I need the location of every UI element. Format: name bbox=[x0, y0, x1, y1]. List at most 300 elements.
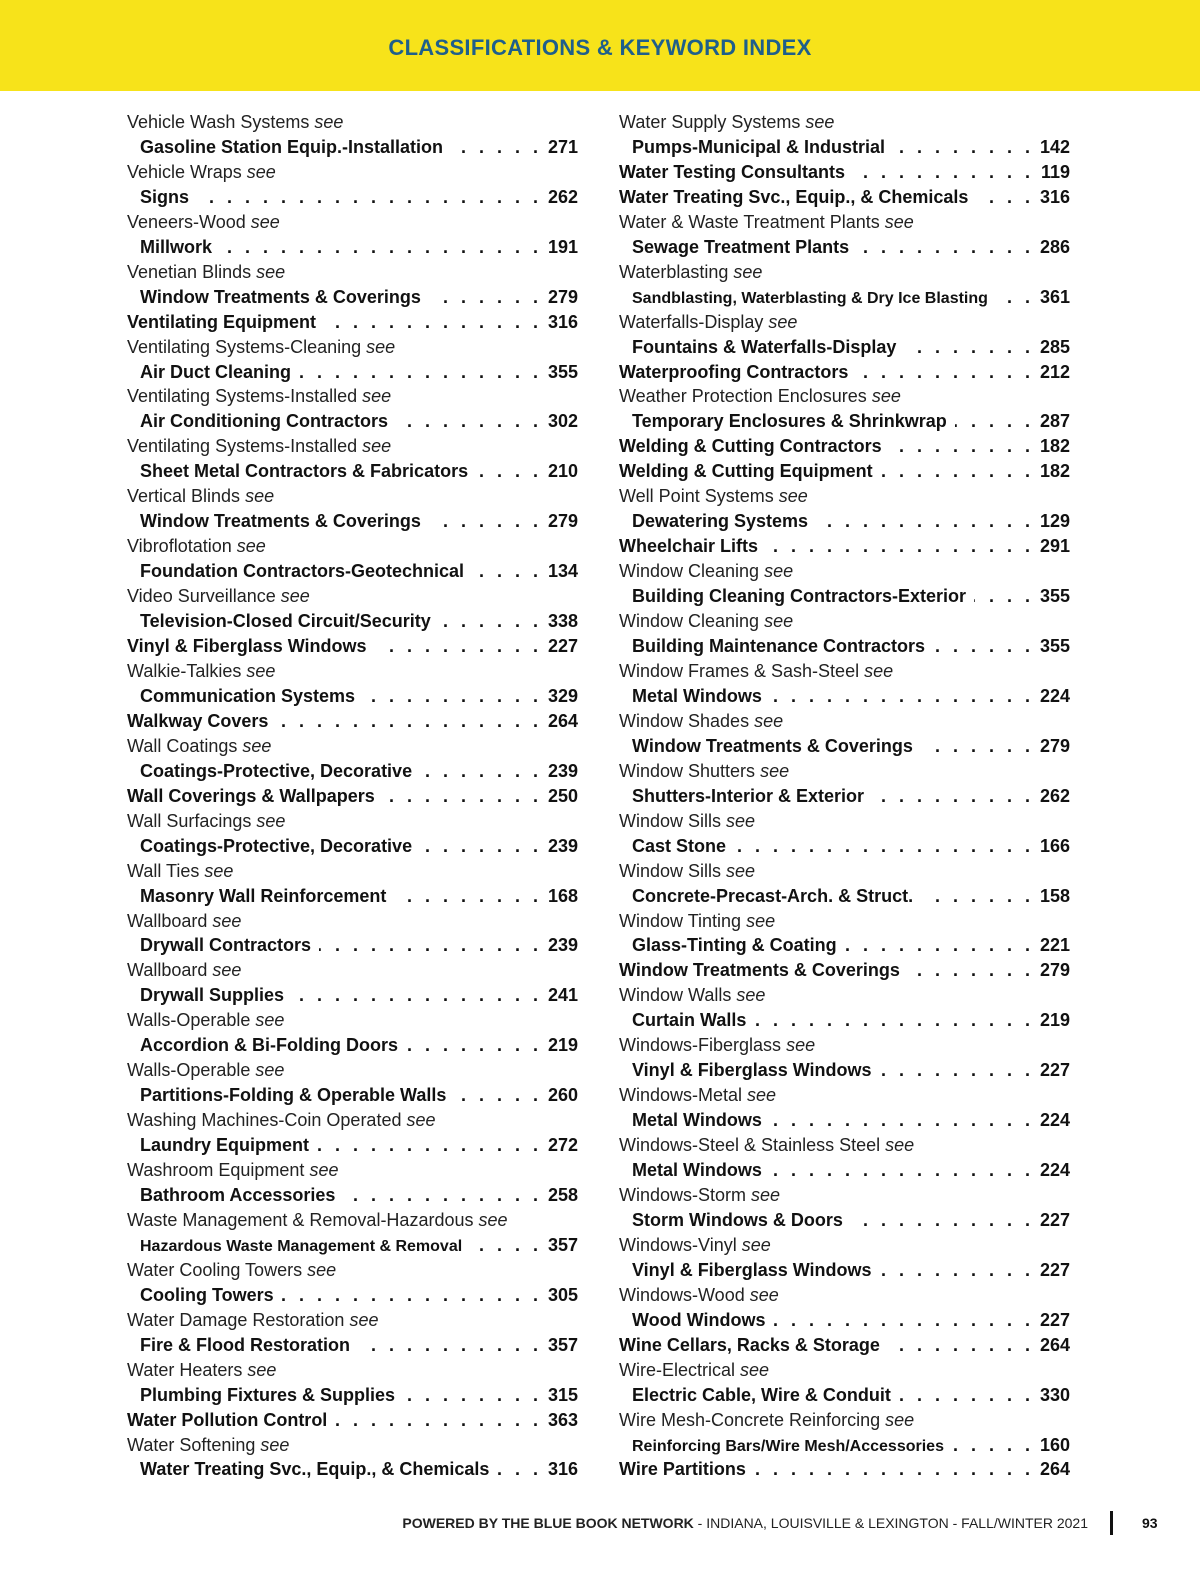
classification-name: Ventilating Equipment bbox=[127, 311, 317, 332]
keyword-text: Water Heaters bbox=[127, 1359, 243, 1380]
keyword-text: Water Cooling Towers bbox=[127, 1259, 303, 1280]
index-entry bbox=[619, 1108, 1070, 1133]
see-label: see bbox=[247, 1359, 277, 1380]
page-reference: 272 bbox=[547, 1135, 578, 1156]
keyword-text: Washroom Equipment bbox=[127, 1160, 305, 1181]
page-title: CLASSIFICATIONS & KEYWORD INDEX bbox=[388, 34, 812, 60]
page-reference: 361 bbox=[1039, 286, 1070, 307]
index-column-left bbox=[127, 110, 578, 1482]
keyword-text: Veneers-Wood bbox=[127, 211, 246, 232]
index-see-line bbox=[127, 1008, 578, 1033]
classification-name: Millwork bbox=[140, 236, 213, 257]
index-see-line bbox=[127, 484, 578, 509]
classification-name: Foundation Contractors-Geotechnical bbox=[140, 561, 465, 582]
classification-name: Plumbing Fixtures & Supplies bbox=[140, 1384, 396, 1405]
classification-name: Wine Cellars, Racks & Storage bbox=[619, 1334, 880, 1355]
classification-name: Wire Partitions bbox=[619, 1459, 746, 1480]
dot-leader bbox=[857, 235, 1034, 260]
see-label: see bbox=[236, 536, 266, 557]
footer-brand: POWERED BY THE BLUE BOOK NETWORK bbox=[402, 1515, 694, 1531]
index-entry bbox=[619, 534, 1070, 559]
dot-leader bbox=[770, 1158, 1034, 1183]
page-reference: 227 bbox=[1039, 1309, 1070, 1330]
page-reference: 357 bbox=[547, 1334, 578, 1355]
index-entry bbox=[127, 834, 578, 859]
index-entry bbox=[127, 709, 578, 734]
index-see-line bbox=[619, 1283, 1070, 1308]
index-entry bbox=[619, 285, 1070, 310]
see-label: see bbox=[733, 261, 763, 282]
page-reference: 160 bbox=[1039, 1434, 1070, 1455]
dot-leader bbox=[497, 1457, 542, 1482]
classification-name: Dewatering Systems bbox=[632, 511, 809, 532]
index-entry bbox=[127, 983, 578, 1008]
dot-leader bbox=[317, 1133, 542, 1158]
index-see-line bbox=[619, 659, 1070, 684]
dot-leader bbox=[908, 958, 1034, 983]
index-see-line bbox=[127, 534, 578, 559]
page-reference: 227 bbox=[1039, 1060, 1070, 1081]
dot-leader bbox=[292, 983, 542, 1008]
keyword-text: Ventilating Systems-Installed bbox=[127, 436, 358, 457]
dot-leader bbox=[770, 684, 1034, 709]
index-entry bbox=[619, 834, 1070, 859]
classification-name: Building Maintenance Contractors bbox=[632, 636, 926, 657]
index-entry bbox=[619, 1383, 1070, 1408]
dot-leader bbox=[220, 235, 542, 260]
index-entry bbox=[619, 1457, 1070, 1482]
index-see-line bbox=[619, 1033, 1070, 1058]
index-entry bbox=[127, 1333, 578, 1358]
index-entry bbox=[127, 1033, 578, 1058]
page-reference: 212 bbox=[1039, 361, 1070, 382]
see-label: see bbox=[746, 910, 776, 931]
page-reference: 287 bbox=[1039, 411, 1070, 432]
index-entry bbox=[127, 509, 578, 534]
page-reference: 286 bbox=[1039, 236, 1070, 257]
page-reference: 227 bbox=[1039, 1259, 1070, 1280]
index-see-line bbox=[619, 709, 1070, 734]
keyword-text: Wall Surfacings bbox=[127, 810, 252, 831]
keyword-text: Wallboard bbox=[127, 910, 208, 931]
index-see-line bbox=[619, 1083, 1070, 1108]
index-see-line bbox=[619, 859, 1070, 884]
keyword-text: Window Shutters bbox=[619, 760, 756, 781]
classification-name: Water Pollution Control bbox=[127, 1409, 328, 1430]
index-see-line bbox=[127, 384, 578, 409]
index-entry bbox=[127, 409, 578, 434]
classification-name: Drywall Supplies bbox=[140, 985, 285, 1006]
index-entry bbox=[619, 1433, 1070, 1458]
see-label: see bbox=[246, 161, 276, 182]
page-reference: 134 bbox=[547, 561, 578, 582]
keyword-text: Weather Protection Enclosures bbox=[619, 386, 867, 407]
index-entry bbox=[619, 409, 1070, 434]
index-entry bbox=[127, 1457, 578, 1482]
classification-name: Cooling Towers bbox=[140, 1284, 274, 1305]
index-entry bbox=[619, 1258, 1070, 1283]
page-reference: 166 bbox=[1039, 835, 1070, 856]
dot-leader bbox=[921, 734, 1034, 759]
index-entry bbox=[127, 459, 578, 484]
dot-leader bbox=[888, 1333, 1034, 1358]
index-see-line bbox=[127, 958, 578, 983]
page-reference: 260 bbox=[547, 1085, 578, 1106]
see-label: see bbox=[260, 1434, 290, 1455]
index-entry bbox=[619, 1008, 1070, 1033]
page-reference: 363 bbox=[547, 1409, 578, 1430]
index-see-line bbox=[619, 260, 1070, 285]
index-see-line bbox=[619, 210, 1070, 235]
classification-name: Temporary Enclosures & Shrinkwrap bbox=[632, 411, 947, 432]
index-entry bbox=[127, 1183, 578, 1208]
classification-name: Coatings-Protective, Decorative bbox=[140, 835, 413, 856]
index-entry bbox=[127, 185, 578, 210]
index-see-line bbox=[619, 1133, 1070, 1158]
index-see-line bbox=[619, 909, 1070, 934]
keyword-text: Walls-Operable bbox=[127, 1010, 251, 1031]
page-reference: 239 bbox=[547, 835, 578, 856]
page-reference: 227 bbox=[1039, 1209, 1070, 1230]
index-entry bbox=[619, 734, 1070, 759]
see-label: see bbox=[406, 1110, 436, 1131]
page-reference: 219 bbox=[1039, 1010, 1070, 1031]
index-see-line bbox=[619, 983, 1070, 1008]
index-see-line bbox=[619, 809, 1070, 834]
see-label: see bbox=[754, 710, 784, 731]
classification-name: Fountains & Waterfalls-Display bbox=[632, 336, 897, 357]
classification-name: Window Treatments & Coverings bbox=[619, 960, 900, 981]
see-label: see bbox=[740, 1359, 770, 1380]
page-reference: 264 bbox=[1039, 1459, 1070, 1480]
keyword-text: Walls-Operable bbox=[127, 1060, 251, 1081]
index-see-line bbox=[127, 1058, 578, 1083]
page-reference: 210 bbox=[547, 461, 578, 482]
page-reference: 316 bbox=[547, 311, 578, 332]
dot-leader bbox=[396, 409, 542, 434]
page-reference: 264 bbox=[1039, 1334, 1070, 1355]
index-see-line bbox=[619, 1183, 1070, 1208]
index-entry bbox=[127, 1408, 578, 1433]
index-entry bbox=[127, 609, 578, 634]
see-label: see bbox=[366, 336, 396, 357]
index-entry bbox=[127, 634, 578, 659]
index-entry bbox=[127, 285, 578, 310]
page-reference: 279 bbox=[547, 286, 578, 307]
keyword-text: Wallboard bbox=[127, 960, 208, 981]
keyword-text: Windows-Storm bbox=[619, 1184, 747, 1205]
classification-name: Waterproofing Contractors bbox=[619, 361, 849, 382]
dot-leader bbox=[890, 434, 1034, 459]
see-label: see bbox=[749, 1284, 779, 1305]
dot-leader bbox=[429, 285, 542, 310]
keyword-text: Waste Management & Removal-Hazardous bbox=[127, 1209, 474, 1230]
dot-leader bbox=[363, 684, 542, 709]
dot-leader bbox=[955, 409, 1034, 434]
index-entry bbox=[619, 1158, 1070, 1183]
page-reference: 262 bbox=[1039, 785, 1070, 806]
page-reference: 262 bbox=[547, 186, 578, 207]
page-reference: 330 bbox=[1039, 1384, 1070, 1405]
page-reference: 305 bbox=[547, 1284, 578, 1305]
page-reference: 279 bbox=[1039, 960, 1070, 981]
index-see-line bbox=[127, 1308, 578, 1333]
page-reference: 250 bbox=[547, 785, 578, 806]
dot-leader bbox=[880, 1058, 1034, 1083]
keyword-text: Window Tinting bbox=[619, 910, 742, 931]
dot-leader bbox=[406, 1033, 542, 1058]
index-entry bbox=[619, 235, 1070, 260]
index-see-line bbox=[127, 1108, 578, 1133]
dot-leader bbox=[394, 884, 542, 909]
classification-name: Gasoline Station Equip.-Installation bbox=[140, 136, 444, 157]
page-reference: 316 bbox=[547, 1459, 578, 1480]
classification-name: Welding & Cutting Contractors bbox=[619, 436, 882, 457]
index-see-line bbox=[619, 310, 1070, 335]
index-see-line bbox=[619, 759, 1070, 784]
index-entry bbox=[619, 335, 1070, 360]
page-reference: 271 bbox=[547, 136, 578, 157]
dot-leader bbox=[845, 933, 1034, 958]
classification-name: Metal Windows bbox=[632, 685, 762, 706]
index-see-line bbox=[619, 559, 1070, 584]
dot-leader bbox=[276, 709, 542, 734]
see-label: see bbox=[255, 1060, 285, 1081]
classification-name: Accordion & Bi-Folding Doors bbox=[140, 1035, 398, 1056]
keyword-text: Water Softening bbox=[127, 1434, 256, 1455]
keyword-text: Window Cleaning bbox=[619, 561, 760, 582]
see-label: see bbox=[212, 960, 242, 981]
classification-name: Sandblasting, Waterblasting & Dry Ice Blasting bbox=[632, 289, 988, 307]
keyword-text: Waterblasting bbox=[619, 261, 729, 282]
classification-name: Wheelchair Lifts bbox=[619, 536, 759, 557]
classification-name: Wall Coverings & Wallpapers bbox=[127, 785, 375, 806]
index-see-line bbox=[127, 1158, 578, 1183]
dot-leader bbox=[324, 310, 542, 335]
keyword-text: Window Cleaning bbox=[619, 611, 760, 632]
dot-leader bbox=[429, 509, 542, 534]
see-label: see bbox=[280, 586, 310, 607]
page-reference: 357 bbox=[547, 1234, 578, 1255]
index-entry bbox=[619, 360, 1070, 385]
index-see-line bbox=[127, 434, 578, 459]
classification-name: Electric Cable, Wire & Conduit bbox=[632, 1384, 891, 1405]
index-entry bbox=[127, 310, 578, 335]
page-reference: 191 bbox=[547, 236, 578, 257]
index-see-line bbox=[127, 859, 578, 884]
see-label: see bbox=[751, 1184, 781, 1205]
footer-divider bbox=[1110, 1511, 1113, 1535]
see-label: see bbox=[478, 1209, 508, 1230]
classification-name: Pumps-Municipal & Industrial bbox=[632, 136, 886, 157]
index-entry bbox=[619, 684, 1070, 709]
classification-name: Cast Stone bbox=[632, 835, 727, 856]
dot-leader bbox=[893, 135, 1034, 160]
dot-leader bbox=[319, 933, 542, 958]
classification-name: Bathroom Accessories bbox=[140, 1184, 336, 1205]
classification-name: Laundry Equipment bbox=[140, 1135, 310, 1156]
keyword-text: Video Surveillance bbox=[127, 586, 276, 607]
dot-leader bbox=[872, 784, 1034, 809]
index-see-line bbox=[619, 1233, 1070, 1258]
keyword-text: Venetian Blinds bbox=[127, 261, 252, 282]
index-entry bbox=[127, 360, 578, 385]
page-reference: 355 bbox=[1039, 636, 1070, 657]
page-reference: 241 bbox=[547, 985, 578, 1006]
see-label: see bbox=[242, 735, 272, 756]
classification-name: Partitions-Folding & Operable Walls bbox=[140, 1085, 447, 1106]
see-label: see bbox=[786, 1035, 816, 1056]
keyword-text: Windows-Fiberglass bbox=[619, 1035, 782, 1056]
see-label: see bbox=[245, 486, 275, 507]
dot-leader bbox=[904, 335, 1034, 360]
index-entry bbox=[127, 135, 578, 160]
dot-leader bbox=[299, 360, 542, 385]
see-label: see bbox=[726, 810, 756, 831]
dot-leader bbox=[383, 784, 542, 809]
see-label: see bbox=[884, 211, 914, 232]
classification-name: Glass-Tinting & Coating bbox=[632, 935, 837, 956]
classification-name: Vinyl & Fiberglass Windows bbox=[127, 636, 367, 657]
index-entry bbox=[619, 1333, 1070, 1358]
page-reference: 227 bbox=[547, 636, 578, 657]
index-entry bbox=[619, 1308, 1070, 1333]
index-see-line bbox=[127, 210, 578, 235]
dot-leader bbox=[899, 1383, 1034, 1408]
dot-leader bbox=[856, 360, 1034, 385]
dot-leader bbox=[470, 1233, 542, 1258]
page-reference: 285 bbox=[1039, 336, 1070, 357]
dot-leader bbox=[974, 584, 1034, 609]
classification-name: Reinforcing Bars/Wire Mesh/Accessories bbox=[632, 1437, 944, 1455]
index-entry bbox=[127, 1383, 578, 1408]
see-label: see bbox=[204, 860, 234, 881]
page-reference: 224 bbox=[1039, 1110, 1070, 1131]
index-entry bbox=[619, 933, 1070, 958]
index-see-line bbox=[127, 110, 578, 135]
keyword-text: Wire Mesh-Concrete Reinforcing bbox=[619, 1409, 881, 1430]
keyword-text: Vehicle Wraps bbox=[127, 161, 242, 182]
index-entry bbox=[619, 135, 1070, 160]
index-entry bbox=[619, 509, 1070, 534]
classification-name: Signs bbox=[140, 186, 190, 207]
keyword-text: Windows-Metal bbox=[619, 1085, 743, 1106]
index-entry bbox=[127, 235, 578, 260]
page-reference: 221 bbox=[1039, 935, 1070, 956]
index-entry bbox=[619, 160, 1070, 185]
see-label: see bbox=[307, 1259, 337, 1280]
page-reference: 182 bbox=[1039, 461, 1070, 482]
see-label: see bbox=[741, 1234, 771, 1255]
footer-text bbox=[402, 1515, 1088, 1531]
keyword-text: Well Point Systems bbox=[619, 486, 774, 507]
dot-leader bbox=[335, 1408, 542, 1433]
index-entry bbox=[619, 1208, 1070, 1233]
index-entry bbox=[127, 784, 578, 809]
keyword-text: Vibroflotation bbox=[127, 536, 232, 557]
see-label: see bbox=[764, 561, 794, 582]
see-label: see bbox=[255, 1010, 285, 1031]
index-entry bbox=[127, 684, 578, 709]
page-reference: 142 bbox=[1039, 136, 1070, 157]
page-reference: 219 bbox=[547, 1035, 578, 1056]
index-entry bbox=[619, 434, 1070, 459]
keyword-text: Walkie-Talkies bbox=[127, 660, 242, 681]
index-see-line bbox=[127, 734, 578, 759]
classification-name: Welding & Cutting Equipment bbox=[619, 461, 873, 482]
keyword-text: Windows-Wood bbox=[619, 1284, 745, 1305]
see-label: see bbox=[805, 112, 835, 132]
see-label: see bbox=[349, 1309, 379, 1330]
dot-leader bbox=[454, 1083, 542, 1108]
page-reference: 355 bbox=[547, 361, 578, 382]
keyword-text: Wall Coatings bbox=[127, 735, 238, 756]
index-entry bbox=[619, 884, 1070, 909]
classification-name: Drywall Contractors bbox=[140, 935, 312, 956]
see-label: see bbox=[250, 211, 280, 232]
see-label: see bbox=[764, 611, 794, 632]
see-label: see bbox=[871, 386, 901, 407]
see-label: see bbox=[768, 311, 798, 332]
dot-leader bbox=[933, 634, 1034, 659]
classification-name: Shutters-Interior & Exterior bbox=[632, 785, 865, 806]
page-reference: 158 bbox=[1039, 885, 1070, 906]
dot-leader bbox=[476, 459, 542, 484]
page-reference: 279 bbox=[547, 511, 578, 532]
page-reference: 291 bbox=[1039, 536, 1070, 557]
index-entry bbox=[619, 185, 1070, 210]
classification-name: Coatings-Protective, Decorative bbox=[140, 760, 413, 781]
index-see-line bbox=[127, 584, 578, 609]
page-reference: 224 bbox=[1039, 685, 1070, 706]
keyword-text: Water Damage Restoration bbox=[127, 1309, 345, 1330]
classification-name: Wood Windows bbox=[632, 1309, 766, 1330]
index-entry bbox=[127, 1083, 578, 1108]
see-label: see bbox=[760, 760, 790, 781]
see-label: see bbox=[864, 660, 894, 681]
see-label: see bbox=[256, 261, 286, 282]
classification-name: Concrete-Precast-Arch. & Struct. bbox=[632, 885, 914, 906]
dot-leader bbox=[766, 534, 1034, 559]
page-reference: 239 bbox=[547, 935, 578, 956]
index-see-line bbox=[619, 110, 1070, 135]
dot-leader bbox=[880, 1258, 1034, 1283]
see-label: see bbox=[314, 112, 344, 132]
see-label: see bbox=[726, 860, 756, 881]
dot-leader bbox=[952, 1433, 1034, 1458]
classification-name: Masonry Wall Reinforcement bbox=[140, 885, 387, 906]
classification-name: Hazardous Waste Management & Removal bbox=[140, 1237, 463, 1255]
index-see-line bbox=[127, 1258, 578, 1283]
keyword-text: Windows-Steel & Stainless Steel bbox=[619, 1135, 881, 1156]
keyword-text: Water & Waste Treatment Plants bbox=[619, 211, 880, 232]
index-see-line bbox=[127, 1433, 578, 1458]
classification-name: Window Treatments & Coverings bbox=[632, 735, 913, 756]
page-reference: 182 bbox=[1039, 436, 1070, 457]
keyword-text: Wall Ties bbox=[127, 860, 200, 881]
keyword-text: Windows-Vinyl bbox=[619, 1234, 737, 1255]
classification-name: Vinyl & Fiberglass Windows bbox=[632, 1060, 872, 1081]
see-label: see bbox=[362, 386, 392, 407]
index-entry bbox=[127, 1133, 578, 1158]
index-see-line bbox=[619, 384, 1070, 409]
index-see-line bbox=[127, 809, 578, 834]
keyword-text: Window Sills bbox=[619, 810, 722, 831]
index-see-line bbox=[127, 659, 578, 684]
index-entry bbox=[619, 584, 1070, 609]
page-reference: 355 bbox=[1039, 586, 1070, 607]
classification-name: Metal Windows bbox=[632, 1110, 762, 1131]
